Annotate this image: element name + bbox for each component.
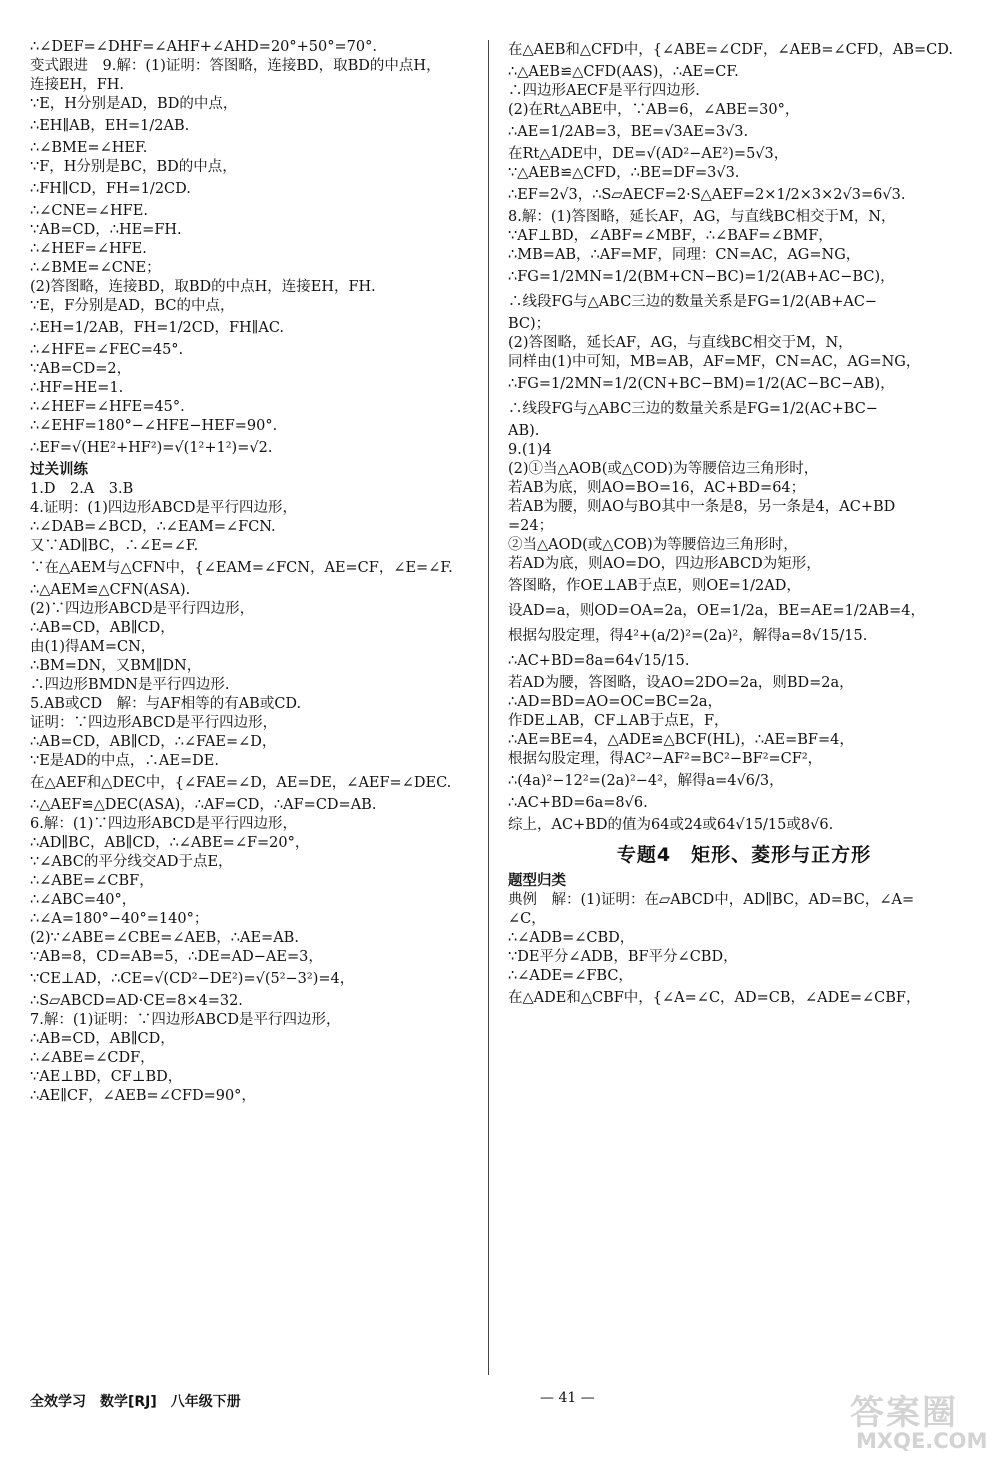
text-line: ∴∠DAB=∠BCD，∴∠EAM=∠FCN.	[30, 519, 276, 535]
text-line: 若AB为腰，则AO与BO其中一条是8，另一条是4，AC+BD	[508, 499, 896, 515]
page-number: — 41 —	[540, 1390, 595, 1406]
text-line: 作DE⊥AB，CF⊥AB于点E，F，	[508, 713, 729, 729]
text-line: 若AB为底，则AO=BO=16，AC+BD=64；	[508, 480, 806, 496]
text-line: BC)；	[508, 316, 551, 332]
text-line: 在△AEB和△CFD中，{∠ABE=∠CDF，∠AEB=∠CFD，AB=CD.	[508, 42, 953, 58]
text-line: ∴四边形BMDN是平行四边形.	[30, 677, 230, 693]
text-line: AB).	[508, 423, 540, 439]
text-line: ∴∠BME=∠CNE；	[30, 260, 161, 276]
text-line: ∴AE=BE=4，△ADE≌△BCF(HL)，∴AE=BF=4，	[508, 732, 854, 748]
text-line: ∴四边形AECF是平行四边形.	[508, 83, 700, 99]
text-line: ∴线段FG与△ABC三边的数量关系是FG=1/2(AC+BC−	[508, 401, 878, 417]
text-line: 变式跟进 9.解：(1)证明：答图略，连接BD，取BD的中点H，	[30, 58, 441, 74]
text-line: ∴BM=DN，又BM∥DN，	[30, 658, 202, 674]
text-line: ∴∠DEF=∠DHF=∠AHF+∠AHD=20°+50°=70°.	[30, 39, 377, 55]
footer-book-title: 全效学习 数学[RJ] 八年级下册	[30, 1394, 241, 1410]
text-line: ∵AB=8，CD=AB=5，∴DE=AD−AE=3，	[30, 949, 323, 965]
text-line: ∴AB=CD，AB∥CD，	[30, 620, 175, 636]
text-line: ∴∠ABE=∠CDF，	[30, 1050, 155, 1066]
watermark-text-en: MXQE.COM	[856, 1429, 988, 1453]
text-line: ∴EF=√(HE²+HF²)=√(1²+1²)=√2.	[30, 440, 273, 456]
text-line: ∵AB=CD=2，	[30, 361, 132, 377]
text-line: ∴∠A=180°−40°=140°；	[30, 911, 209, 927]
text-line: 5.AB或CD 解：与AF相等的有AB或CD.	[30, 696, 302, 712]
text-line: 根据勾股定理，得4²+(a/2)²=(2a)²，解得a=8√15/15.	[508, 628, 868, 644]
text-line: ∴AE=1/2AB=3，BE=√3AE=3√3.	[508, 124, 749, 140]
topic-title: 专题4 矩形、菱形与正方形	[616, 844, 872, 866]
text-line: 根据勾股定理，得AC²−AF²=BC²−BF²=CF²，	[508, 751, 823, 767]
text-line: ∴FH∥CD，FH=1/2CD.	[30, 181, 191, 197]
right-column	[508, 38, 980, 1011]
text-line: ∴AB=CD，AB∥CD，	[30, 1031, 175, 1047]
text-line: 若AD为腰，答图略，设AO=2DO=2a，则BD=2a，	[508, 675, 854, 691]
text-line: ∴FG=1/2MN=1/2(CN+BC−BM)=1/2(AC−BC−AB)，	[508, 376, 895, 392]
text-line: (2)答图略，连接BD，取BD的中点H，连接EH，FH.	[30, 279, 376, 295]
text-line: ∴∠ABC=40°，	[30, 892, 137, 908]
text-line: ∴MB=AB，∴AF=MF，同理：CN=AC，AG=NG，	[508, 247, 861, 263]
text-line: 7.解：(1)证明：∵四边形ABCD是平行四边形，	[30, 1012, 341, 1028]
text-line: ∵在△AEM与△CFN中，{∠EAM=∠FCN，AE=CF，∠E=∠F.	[30, 560, 453, 576]
text-line: ∵E，H分别是AD，BD的中点，	[30, 96, 238, 112]
text-line: 连接EH，FH.	[30, 77, 125, 93]
text-line: (2)①当△AOB(或△COD)为等腰倍边三角形时，	[508, 461, 819, 477]
text-line: ∴AE∥CF，∠AEB=∠CFD=90°，	[30, 1088, 256, 1104]
text-line: 若AD为底，则AO=DO，四边形ABCD为矩形，	[508, 556, 821, 572]
text-line: 9.(1)4	[508, 442, 552, 458]
text-line: 答图略，作OE⊥AB于点E，则OE=1/2AD，	[508, 578, 801, 594]
text-line: (2)∵∠ABE=∠CBE=∠AEB，∴AE=AB.	[30, 930, 299, 946]
text-line: 同样由(1)中可知，MB=AB，AF=MF，CN=AC，AG=NG，	[508, 354, 921, 370]
text-line: ∴(4a)²−12²=(2a)²−4²，解得a=4√6/3，	[508, 773, 784, 789]
text-line: ∵AB=CD，∴HE=FH.	[30, 222, 182, 238]
text-line: 4.证明：(1)四边形ABCD是平行四边形，	[30, 500, 297, 516]
text-line: ∴△AEM≌△CFN(ASA).	[30, 582, 191, 598]
text-line: ∴∠HEF=∠HFE=45°.	[30, 399, 185, 415]
text-line: (2)∵四边形ABCD是平行四边形，	[30, 601, 255, 617]
text-line: ∴∠HFE=∠FEC=45°.	[30, 342, 184, 358]
text-line: ∵CE⊥AD，∴CE=√(CD²−DE²)=√(5²−3²)=4，	[30, 971, 355, 987]
text-line: 设AD=a，则OD=OA=2a，OE=1/2a，BE=AE=1/2AB=4，	[508, 603, 925, 619]
text-line: ∵E是AD的中点，∴AE=DE.	[30, 753, 219, 769]
watermark-logo	[850, 1385, 995, 1457]
text-line: ∴AD∥BC，AB∥CD，∴∠ABE=∠F=20°，	[30, 835, 310, 851]
text-line: =24；	[508, 518, 554, 534]
text-line: ∴∠CNE=∠HFE.	[30, 203, 148, 219]
text-line: 典例 解：(1)证明：在▱ABCD中，AD∥BC，AD=BC，∠A=	[508, 892, 915, 908]
text-line: 由(1)得AM=CN，	[30, 639, 156, 655]
text-line: ∴S▱ABCD=AD·CE=8×4=32.	[30, 993, 243, 1009]
text-line: ∵E，F分别是AD，BC的中点，	[30, 298, 235, 314]
text-line: ∵AF⊥BD，∠ABF=∠MBF，∴∠BAF=∠BMF，	[508, 228, 833, 244]
text-line: (2)答图略，延长AF，AG，与直线BC相交于M，N，	[508, 335, 853, 351]
text-line: (2)在Rt△ABE中，∵AB=6，∠ABE=30°，	[508, 102, 800, 118]
text-line: 6.解：(1)∵四边形ABCD是平行四边形，	[30, 816, 297, 832]
text-line: ∴FG=1/2MN=1/2(BM+CN−BC)=1/2(AB+AC−BC)，	[508, 269, 895, 285]
text-line: ∴AC+BD=6a=8√6.	[508, 795, 648, 811]
text-line: 在Rt△ADE中，DE=√(AD²−AE²)=5√3，	[508, 146, 789, 162]
text-line: ②当△AOD(或△COB)为等腰倍边三角形时，	[508, 537, 798, 553]
text-line: ∵AE⊥BD，CF⊥BD，	[30, 1069, 183, 1085]
text-line: ∴∠BME=∠HEF.	[30, 140, 148, 156]
text-line: 综上，AC+BD的值为64或24或64√15/15或8√6.	[508, 817, 834, 833]
text-line: ∵∠ABC的平分线交AD于点E，	[30, 854, 233, 870]
text-line: 1.D 2.A 3.B	[30, 481, 134, 497]
text-line: 又∵AD∥BC，∴∠E=∠F.	[30, 538, 199, 554]
text-line: ∴AD=BD=AO=OC=BC=2a，	[508, 694, 723, 710]
text-line: 证明：∵四边形ABCD是平行四边形，	[30, 715, 278, 731]
text-line: 在△AEF和△DEC中，{∠FAE=∠D，AE=DE，∠AEF=∠DEC.	[30, 775, 452, 791]
text-line: ∴EH∥AB，EH=1/2AB.	[30, 118, 190, 134]
text-line: ∴△AEF≌△DEC(ASA)，∴AF=CD，∴AF=CD=AB.	[30, 797, 377, 813]
text-line: ∴EF=2√3，∴S▱AECF=2·S△AEF=2×1/2×3×2√3=6√3.	[508, 187, 906, 203]
column-divider	[488, 40, 489, 1375]
section-heading: 过关训练	[30, 462, 88, 478]
text-line: ∵F，H分别是BC，BD的中点，	[30, 159, 237, 175]
text-line: 8.解：(1)答图略，延长AF，AG，与直线BC相交于M，N，	[508, 209, 896, 225]
text-line: ∵△AEB≌△CFD，∴BE=DF=3√3.	[508, 165, 740, 181]
text-line: ∴△AEB≌△CFD(AAS)，∴AE=CF.	[508, 64, 739, 80]
text-line: ∴EH=1/2AB，FH=1/2CD，FH∥AC.	[30, 320, 285, 336]
left-column	[30, 38, 478, 1106]
text-line: ∴AC+BD=8a=64√15/15.	[508, 653, 690, 669]
text-line: ∴AB=CD，AB∥CD，∴∠FAE=∠D，	[30, 734, 277, 750]
text-line: ∴∠ABE=∠CBF，	[30, 873, 154, 889]
watermark-text-cn: 答案圈	[850, 1393, 958, 1433]
text-line: ∠C，	[508, 911, 546, 927]
text-line: ∴线段FG与△ABC三边的数量关系是FG=1/2(AB+AC−	[508, 294, 878, 310]
text-line: ∴HF=HE=1.	[30, 380, 124, 396]
section-subtitle: 题型归类	[508, 873, 566, 889]
text-line: ∵DE平分∠ADB，BF平分∠CBD，	[508, 949, 738, 965]
text-line: ∴∠HEF=∠HFE.	[30, 241, 147, 257]
text-line: ∴∠EHF=180°−∠HFE−HEF=90°.	[30, 418, 278, 434]
text-line: ∴∠ADE=∠FBC，	[508, 968, 633, 984]
text-line: ∴∠ADB=∠CBD，	[508, 930, 635, 946]
text-line: 在△ADE和△CBF中，{∠A=∠C，AD=CB，∠ADE=∠CBF，	[508, 990, 921, 1006]
